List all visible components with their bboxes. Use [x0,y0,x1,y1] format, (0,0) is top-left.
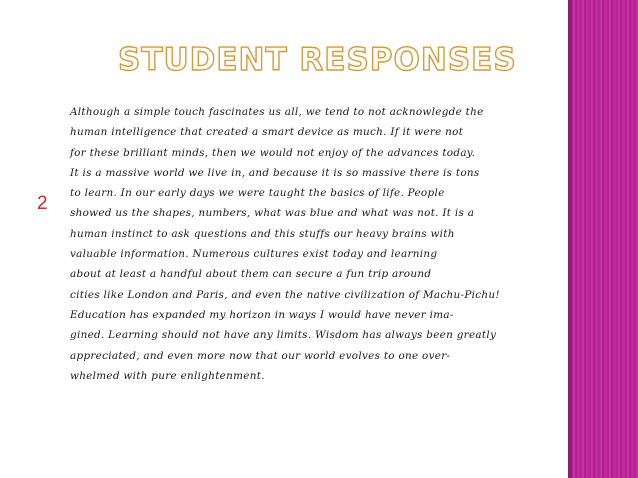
response-line: cities like London and Paris, and even the native civilization of Machu-Pichu! [70,288,500,301]
slide-title: STUDENT RESPONSES [118,42,517,78]
decorative-stripe-panel [568,0,638,478]
slide-number: 2 [37,193,48,214]
response-line: to learn. In our early days we were taught the basics of life. People [70,187,445,200]
response-line: whelmed with pure enlightenment. [70,369,265,382]
response-line: human intelligence that created a smart device as much. If it were not [70,126,464,139]
response-line: gined. Learning should not have any limits. Wisdom has always been greatly [70,329,497,342]
response-line: showed us the shapes, numbers, what was blue and what was not. It is a [70,207,475,220]
response-line: about at least a handful about them can secure a fun trip around [70,268,432,281]
response-line: appreciated, and even more now that our world evolves to one over- [70,349,451,362]
response-line: It is a massive world we live in, and because it is so massive there is tons [70,166,480,179]
response-line: for these brilliant minds, then we would not enjoy of the advances today. [70,146,476,159]
response-line: human instinct to ask questions and this stuffs our heavy brains with [70,227,455,240]
handwritten-response [70,102,550,386]
response-line: Although a simple touch fascinates us all, we tend to not acknowlegde the [70,106,484,118]
response-line: Education has expanded my horizon in ways I would have never ima- [70,308,454,321]
response-line: valuable information. Numerous cultures exist today and learning [70,248,438,261]
